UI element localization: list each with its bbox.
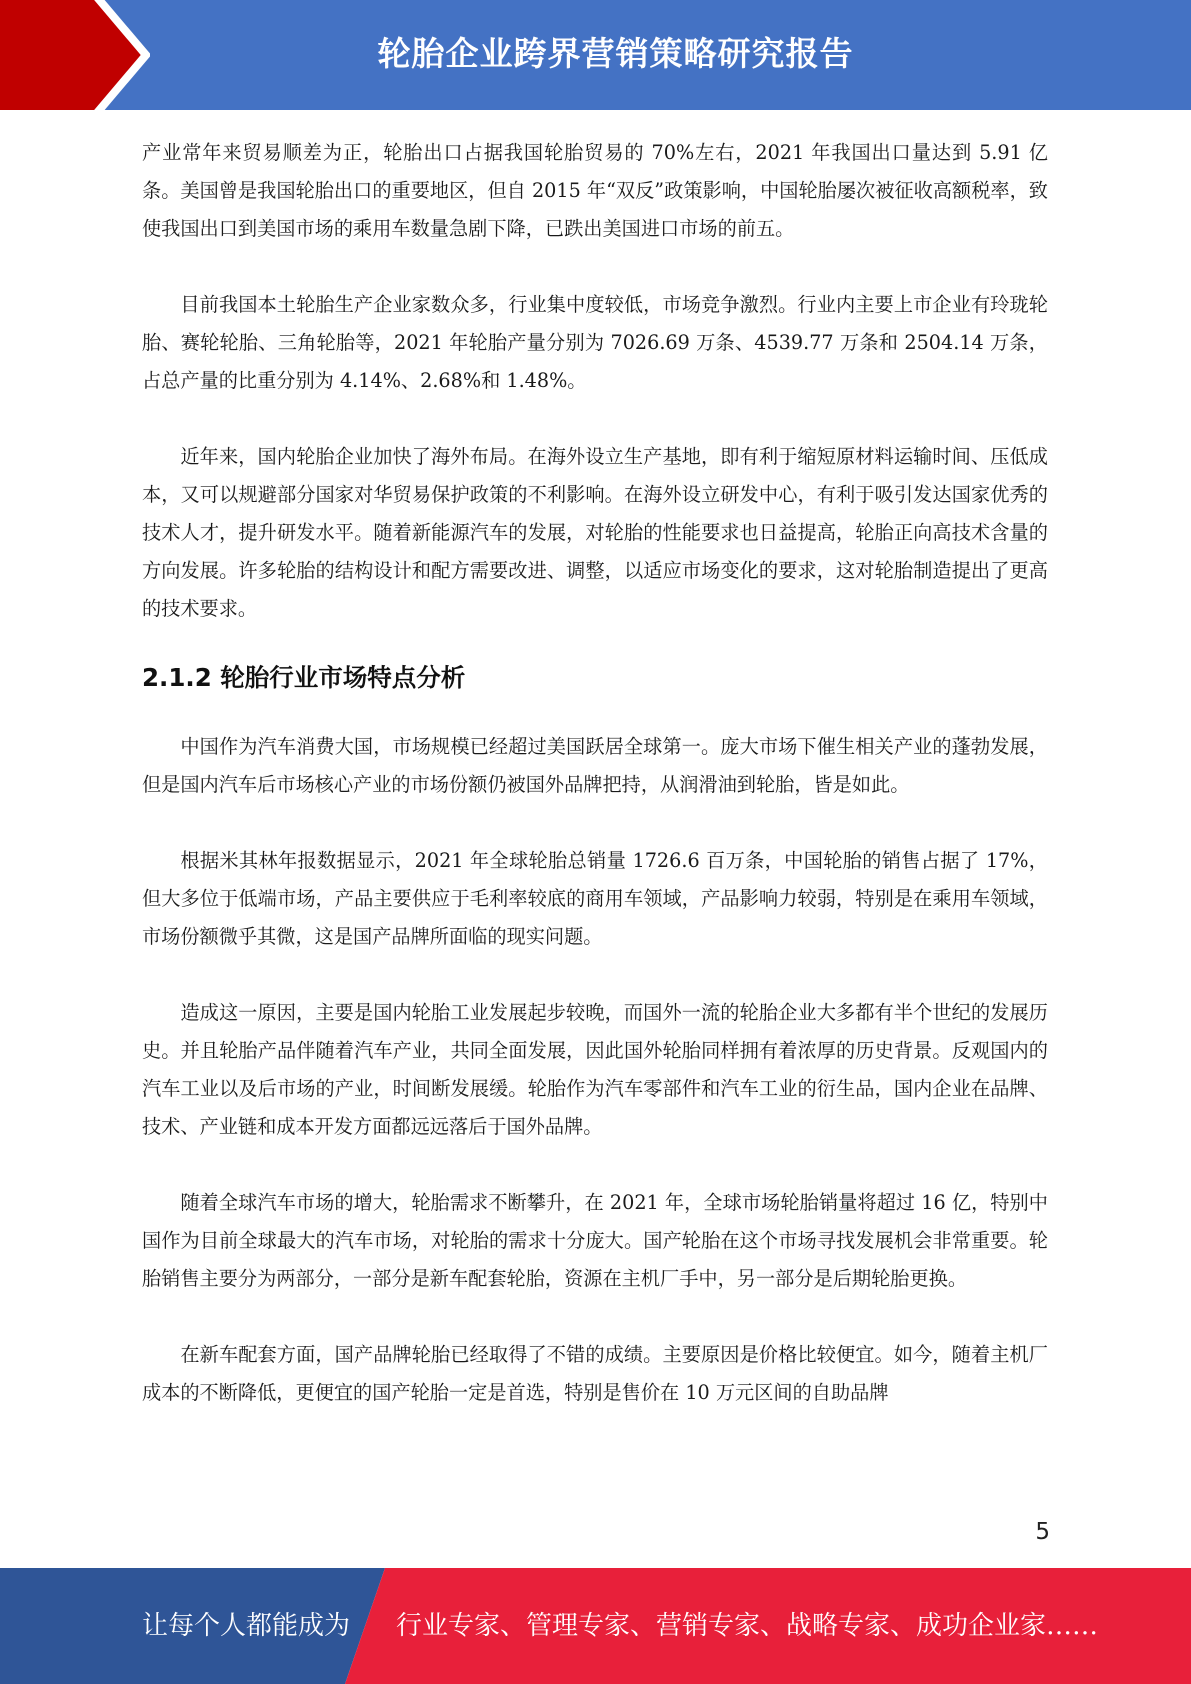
page-header <box>0 0 1191 110</box>
paragraph: 目前我国本土轮胎生产企业家数众多，行业集中度较低，市场竞争激烈。行业内主要上市企业有玲珑轮胎、赛轮轮胎、三角轮胎等，2021 年轮胎产量分别为 7026.69 万条、4539.77 万条和 2504.14 万条，占总产量的比重分别为 4.14%、2.68%和 1.48%。 <box>142 293 1048 392</box>
paragraph: 根据米其林年报数据显示，2021 年全球轮胎总销量 1726.6 百万条，中国轮胎的销售占据了 17%，但大多位于低端市场，产品主要供应于毛利率较底的商用车领域，产品影响力较弱，特别是在乘用车领域，市场份额微乎其微，这是国产品牌所面临的现实问题。 <box>142 849 1048 948</box>
paragraph: 随着全球汽车市场的增大，轮胎需求不断攀升，在 2021 年，全球市场轮胎销量将超过 16 亿，特别中国作为目前全球最大的汽车市场，对轮胎的需求十分庞大。国产轮胎在这个市场寻找发展机会非常重要。轮胎销售主要分为两部分，一部分是新车配套轮胎，资源在主机厂手中，另一部分是后期轮胎更换。 <box>142 1191 1048 1290</box>
paragraph: 在新车配套方面，国产品牌轮胎已经取得了不错的成绩。主要原因是价格比较便宜。如今，随着主机厂成本的不断降低，更便宜的国产轮胎一定是首选，特别是售价在 10 万元区间的自助品牌 <box>142 1343 1048 1404</box>
paragraph: 产业常年来贸易顺差为正，轮胎出口占据我国轮胎贸易的 70%左右，2021 年我国出口量达到 5.91 亿条。美国曾是我国轮胎出口的重要地区，但自 2015 年“双反”政策影响，中国轮胎屡次被征收高额税率，致使我国出口到美国市场的乘用车数量急剧下降，已跌出美国进口市场的前五。 <box>142 141 1048 240</box>
document-body <box>142 134 1048 1412</box>
paragraph: 造成这一原因，主要是国内轮胎工业发展起步较晚，而国外一流的轮胎企业大多都有半个世纪的发展历史。并且轮胎产品伴随着汽车产业，共同全面发展，因此国外轮胎同样拥有着浓厚的历史背景。反观国内的汽车工业以及后市场的产业，时间断发展缓。轮胎作为汽车零部件和汽车工业的衍生品，国内企业在品牌、技术、产业链和成本开发方面都远远落后于国外品牌。 <box>142 1001 1048 1138</box>
paragraph: 中国作为汽车消费大国，市场规模已经超过美国跃居全球第一。庞大市场下催生相关产业的蓬勃发展，但是国内汽车后市场核心产业的市场份额仍被国外品牌把持，从润滑油到轮胎，皆是如此。 <box>142 735 1048 796</box>
page-number: 5 <box>1035 1519 1050 1545</box>
footer-slogan-left: 让每个人都能成为 <box>142 1611 351 1641</box>
page-footer <box>0 1568 1191 1684</box>
paragraph: 近年来，国内轮胎企业加快了海外布局。在海外设立生产基地，即有利于缩短原材料运输时间、压低成本，又可以规避部分国家对华贸易保护政策的不利影响。在海外设立研发中心，有利于吸引发达国家优秀的技术人才，提升研发水平。随着新能源汽车的发展，对轮胎的性能要求也日益提高，轮胎正向高技术含量的方向发展。许多轮胎的结构设计和配方需要改进、调整，以适应市场变化的要求，这对轮胎制造提出了更高的技术要求。 <box>142 445 1048 620</box>
footer-slogan-right: 行业专家、管理专家、营销专家、战略专家、成功企业家…… <box>396 1611 1099 1641</box>
report-title: 轮胎企业跨界营销策略研究报告 <box>377 34 854 73</box>
section-heading: 2.1.2 轮胎行业市场特点分析 <box>142 663 466 692</box>
